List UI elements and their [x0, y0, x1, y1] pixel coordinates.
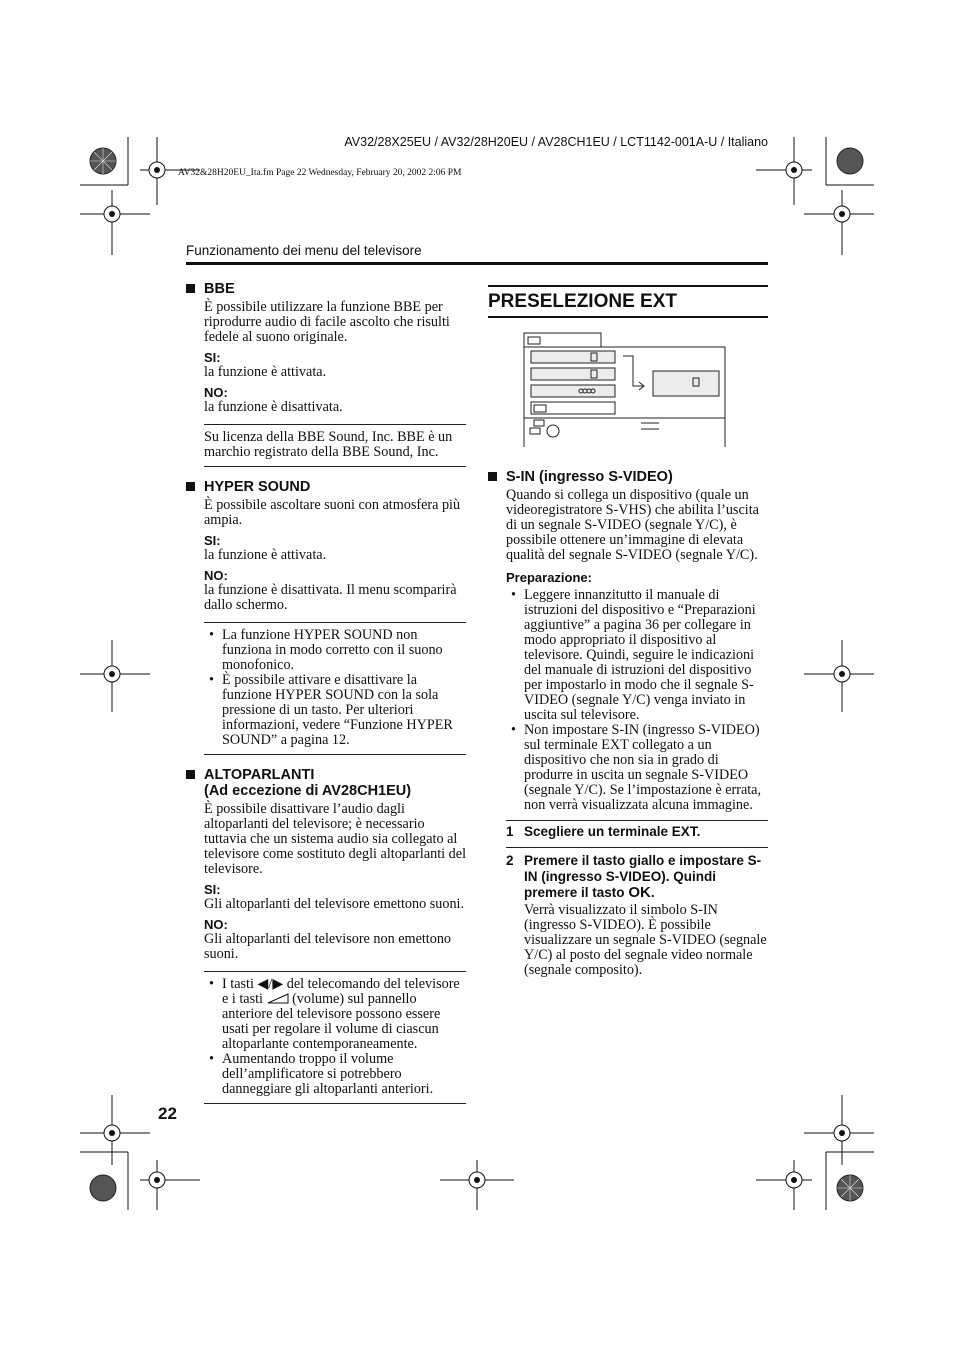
alto-no-label: NO: [204, 917, 228, 932]
preselezione-title: PRESELEZIONE EXT [488, 285, 768, 318]
file-info-line: AV32&28H20EU_Ita.fm Page 22 Wednesday, February 20, 2002 2:06 PM [178, 168, 462, 178]
preparazione-list [506, 588, 768, 813]
list-item: • Aumentando troppo il volume dell’amplificatore si potrebbero danneggiare gli altoparlanti anteriori. [209, 1051, 434, 1097]
s-in-description: Quando si collega un dispositivo (quale un videoregistratore S-VHS) che abilita l’uscita di un segnale S-VIDEO (segnale Y/C), è possibile ottenere un’immagine di elevata qualità del segnale S-VIDEO (segnale Y/C). [506, 487, 759, 563]
hyper-no-label: NO: [204, 568, 228, 583]
preparazione-label: Preparazione: [506, 570, 592, 585]
alto-no-text: Gli altoparlanti del televisore non emettono suoni. [204, 931, 452, 962]
hyper-notes [204, 622, 466, 755]
hyper-si-label: SI: [204, 533, 221, 548]
ok-key-label: OK [628, 884, 651, 901]
square-bullet-icon [488, 472, 497, 481]
bbe-no-text: la funzione è disattivata. [204, 399, 343, 415]
step-1: 1 Scegliere un terminale EXT. [506, 820, 768, 840]
bbe-description: È possibile utilizzare la funzione BBE per riprodurre audio di facile ascolto che risulti fedele al suono originale. [204, 299, 450, 345]
list-item: • Non impostare S-IN (ingresso S-VIDEO) sul terminale EXT collegato a un dispositivo che non sia in grado di produrre in uscita un segnale S-VIDEO (segnale Y/C). Se l’impostazione è errata, non verrà visualizzata alcuna immagine. [511, 722, 762, 813]
step-2: 2 Premere il tasto giallo e impostare S-IN (ingresso S-VIDEO). Quindi premere il tasto OK. Verrà visualizzato il simbolo S-IN (ingresso S-VIDEO). È possibile visualizzare un segnale S-VIDEO (segnale Y/C) al posto del segnale video normale (segnale composito). [506, 847, 768, 978]
list-item: • È possibile attivare e disattivare la funzione HYPER SOUND con la sola pressione di un tasto. Per ulteriori informazioni, vedere “Funzione HYPER SOUND” a pagina 12. [209, 672, 453, 748]
s-in-heading: S-IN (ingresso S-VIDEO) [488, 469, 768, 485]
ext-menu-illustration [523, 330, 729, 448]
page-number: 22 [158, 1104, 177, 1123]
bbe-license-note: Su licenza della BBE Sound, Inc. BBE è un marchio registrato della BBE Sound, Inc. [204, 429, 453, 460]
left-column [204, 281, 466, 1104]
altoparlanti-description: È possibile disattivare l’audio dagli altoparlanti del televisore; è necessario tuttavia che un sistema audio sia collegato al televisore come sostituto degli altoparlanti del televisore. [204, 801, 467, 877]
alto-si-text: Gli altoparlanti del televisore emettono suoni. [204, 896, 465, 912]
hyper-sound-heading: HYPER SOUND [186, 479, 466, 495]
hyper-no-text: la funzione è disattivata. Il menu scomparirà dallo schermo. [204, 582, 457, 613]
altoparlanti-notes [204, 971, 466, 1104]
step-2-result: Verrà visualizzato il simbolo S-IN (ingresso S-VIDEO). È possibile visualizzare un segnale S-VIDEO (segnale Y/C) al posto del segnale video normale (segnale composito). [524, 902, 767, 978]
square-bullet-icon [186, 482, 195, 491]
bbe-si-text: la funzione è attivata. [204, 364, 327, 380]
list-item: • Leggere innanzitutto il manuale di istruzioni del dispositivo e “Preparazioni aggiuntive” a pagina 36 per collegare in modo appropriato il dispositivo al televisore. Quindi, seguire le indicazioni del manuale di istruzioni del dispositivo per impostarlo in modo che il segnale S-VIDEO (segnale Y/C) venga inviato in uscita sul televisore. [511, 587, 756, 723]
right-column [506, 469, 768, 978]
bbe-heading: BBE [186, 281, 466, 297]
bbe-si-label: SI: [204, 350, 221, 365]
bbe-note [204, 424, 466, 467]
volume-icon [267, 993, 289, 1004]
list-item: • I tasti ◀/▶ del telecomando del televisore e i tasti (volume) sul pannello anteriore del televisore possono essere usati per regolare il volume di ciascun altoparlante contemporaneamente. [209, 976, 460, 1052]
square-bullet-icon [186, 770, 195, 779]
list-item: • La funzione HYPER SOUND non funziona in modo corretto con il suono monofonico. [209, 627, 443, 673]
hyper-si-text: la funzione è attivata. [204, 547, 327, 563]
header-rule [186, 262, 768, 265]
hyper-sound-description: È possibile ascoltare suoni con atmosfera più ampia. [204, 497, 461, 528]
alto-si-label: SI: [204, 882, 221, 897]
bbe-no-label: NO: [204, 385, 228, 400]
section-title: Funzionamento dei menu del televisore [186, 243, 422, 258]
altoparlanti-heading: ALTOPARLANTI (Ad eccezione di AV28CH1EU) [186, 767, 466, 799]
document-id: AV32/28X25EU / AV32/28H20EU / AV28CH1EU / LCT1142-001A-U / Italiano [344, 135, 768, 149]
square-bullet-icon [186, 284, 195, 293]
